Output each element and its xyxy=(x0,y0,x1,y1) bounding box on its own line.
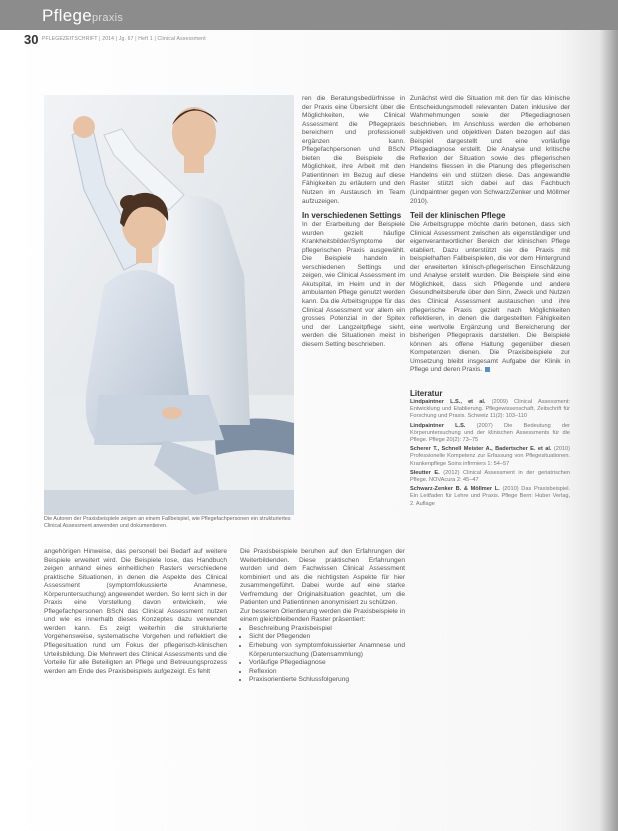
literature-entry xyxy=(410,486,570,508)
photo-caption: Die Autoren der Praxisbeispiele zeigen an einem Fallbeispiel, wie Pflegefachpersonen ein strukturiertes Clinical Assessment anwenden und dokumentieren. xyxy=(44,516,291,529)
column-left-bottom xyxy=(44,548,227,676)
literature-authors: Scherer T., Schnell Meister A., Badertscher E. et al. xyxy=(410,446,552,453)
literature-reference: (2010) Das Praxisbeispiel. Ein Leitfaden für Lehre und Praxis. Pflege Bern: Huber Verlag, 2. Auflage xyxy=(410,486,571,507)
literature-entry xyxy=(410,470,570,484)
patient-resting-hand xyxy=(162,407,182,419)
literature-reference: (2007) Die Bedeutung der Körperuntersuchung und der klinischen Assessments für die Pflege. Pflege 20(2): 73–75 xyxy=(410,422,570,443)
photo-illustration xyxy=(44,95,294,515)
literature-reference: (2009) Clinical Assessment: Entwicklung und Etablierung. Pflegewissenschaft, Zeitschrift für Forschung und Praxis. Schweiz 11(2): 103–110 xyxy=(410,398,570,420)
patient-neck xyxy=(136,247,152,263)
paragraph-examples: angehörigen Hinweise, das personell bei Bedarf auf weitere Beispiele erweitert wird. Die Beispiele lose, das Handbuch zeigen anhand eines einheitlichen Rasters verschiedene praktische Situationen, in denen die Aspekte des Clinical Assessment (symptomfokussierte Anamnese, Körperuntersuchung) angewendet werden. So lernt sich in der Praxis eine Vorstellung davon entwickeln, wie Pflegefachpersonen BScN das Clinical Assessment nutzen und wie es innerhalb dieses Konzeptes dazu verwendet werden kann. Es zeigt weiterhin die strukturierte Vorgehensweise, systematische Vorgehen und reflektiert die Pflegesituation rund um Fokus der pflegerisch-klinischen Urteilsbildung. Die Mehrwert des Clinical Assessments und die Vorteile für alle Beteiligten an Pflege und Betreuungsprozess werden am Ende des Praxisbeispiels aufgezeigt. Es fehlt xyxy=(44,548,227,675)
running-header: PFLEGEZEITSCHRIFT | 2014 | Jg. 67 | Heft 1 | Clinical Assessment xyxy=(42,36,206,42)
paragraph-clinical-nursing xyxy=(410,221,570,375)
patient-hair-bun xyxy=(120,195,140,211)
section-title-main: Pflege xyxy=(42,6,93,25)
literature-authors: Lindpaintner L.S. xyxy=(410,422,466,429)
list-item: • Beschreibung Praxisbeispiel xyxy=(249,625,405,634)
raster-list xyxy=(240,625,405,685)
article-photo xyxy=(44,95,294,515)
column-right xyxy=(410,95,570,510)
paragraph-procedure: Zunächst wird die Situation mit den für das klinische Entscheidungsmodell relevanten Daten inklusive der Wahrnehmungen sowie der Pflegediagnosen beschrieben. Im Anschluss werden die erhobenen subjektiven und objektiven Daten bezogen auf das Beispiel dargestellt und eine vorläufige Pflegediagnose erstellt. Die Analyse und kritische Reflexion der Situation sowie des pflegerischen Handelns fliessen in die Planung des pflegerischen Handelns ein und stützen diese. Das angewandte Raster stützt sich dabei auf das Fachbuch (Lindpaintner gegen von Schwarz/Zenker und Möllmer 2010). xyxy=(410,95,570,205)
literature-authors: Sleutter E. xyxy=(410,469,440,476)
page-number: 30 xyxy=(24,32,39,47)
column-middle-top xyxy=(302,95,405,349)
literature-reference: (2012) Clinical Assessment in der geriatrischen Pflege. NOVAcura 2: 45–47 xyxy=(410,469,571,483)
literature-list xyxy=(410,399,570,508)
list-item: • Sicht der Pflegenden xyxy=(249,633,405,642)
literature-reference: (2010) Professionelle Kompetenz zur Erfassung von Pflegesituationen. Krankenpflege Soins infirmiers 1: 54–57 xyxy=(410,446,571,467)
literature-authors: Lindpaintner L.S., et al. xyxy=(410,398,486,405)
heading-clinical-nursing: Teil der klinischen Pflege xyxy=(410,211,506,221)
literature-authors: Schwarz-Zenker B. & Möllmer L. xyxy=(410,486,500,493)
bed-base xyxy=(44,490,294,515)
column-middle-bottom xyxy=(240,548,405,685)
paragraph-experience: Die Praxisbeispiele beruhen auf den Erfahrungen der Weiterbildenden. Diese praktischen Erfahrungen wurden und dem Fachwissen Clinical Assessment kombiniert und als die nichtigsten Aspekte für hier zusammengeführt. Dabei wurde auf eine starke Verfremdung der Originalsituation geachtet, um die Patienten und Patientinnen anonymisiert zu schützen. xyxy=(240,548,405,607)
list-item: • Erhebung von symptomfokussierter Anamnese und Körperuntersuchung (Datensammlung) xyxy=(249,642,405,659)
heading-settings: In verschiedenen Settings xyxy=(302,211,402,221)
paragraph-intro: ren die Beratungsbedürfnisse in der Praxis eine Übersicht über die Möglichkeiten, wie Clinical Assessment die Pflegepraxis bereichern und professionell ergänzen kann. Pflegefachpersonen und BScN bieten die Beispiele die Möglichkeit, ihre Arbeit mit den Patientinnen im Bezug auf diese Fähigkeiten zu erläutern und den Nutzen im Austausch im Team aufzuzeigen. xyxy=(302,95,405,205)
paragraph-clinical-nursing-text: Die Arbeitsgruppe möchte darin betonen, dass sich Clinical Assessment zwischen als eigenständiger und eigenverantwortlicher Bereich der klinischen Pflege etabliert. Dazu unterstützt sie die Praxis mit beispielhaften Fallbeispielen, die vor dem Hintergrund der erweiterten klinisch-pflegerischen Einschätzung und Analyse erstellt wurden. Die Beispiele sind eine Möglichkeit, dass sich Pflegende und andere Gesundheitsberufe über den Sinn, Zweck und Nutzen des Clinical Assessment austauschen und ihre pflegerische Praxis gezielt nach Möglichkeiten reflektieren, in denen die dargestellten Fähigkeiten eine wertvolle Ergänzung und Bereicherung der bisherigen Pflegepraxis darstellen. Die Beispiele können als offene Haltung gegenüber diesen Kompetenzen dienen. Die Praxisbeispiele zur Umsetzung bleibt insgesamt Aufgabe der Klinik in Pflege und deren Praxis. xyxy=(410,221,570,374)
list-item: • Reflexion xyxy=(249,668,405,677)
section-title-suffix: praxis xyxy=(92,12,124,24)
end-mark-icon xyxy=(485,367,490,372)
patient-lap xyxy=(94,395,224,445)
paragraph-raster: Zur besseren Orientierung werden die Praxisbeispiele in einem gleichbleibenden Raster präsentiert: xyxy=(240,607,405,624)
literature-entry xyxy=(410,423,570,445)
paragraph-settings: In der Erarbeitung der Beispiele wurden gezielt häufige Krankheitsbilder/Symptome der pflegerischen Praxis ausgewählt. Die Beispiele handeln in verschiedenen Settings und zeigen, wie Clinical Assessment im Akutspital, im Heim und in der ambulanten Pflege genutzt werden kann. Da die Arbeitsgruppe für das Clinical Assessment vor allem ein grosses Potenzial in der Spitex und der Langzeitpflege sieht, werden die Situationen meist in diesem Setting beschrieben. xyxy=(302,221,405,348)
patient-hand xyxy=(73,116,95,138)
section-title xyxy=(42,6,123,26)
nurse-neck xyxy=(184,155,204,173)
heading-literature: Literatur xyxy=(410,388,443,398)
section-header-bar xyxy=(0,0,618,30)
list-item: • Praxisorientierte Schlussfolgerung xyxy=(249,676,405,685)
literature-entry xyxy=(410,399,570,421)
literature-entry xyxy=(410,446,570,468)
list-item: • Vorläufige Pflegediagnose xyxy=(249,659,405,668)
